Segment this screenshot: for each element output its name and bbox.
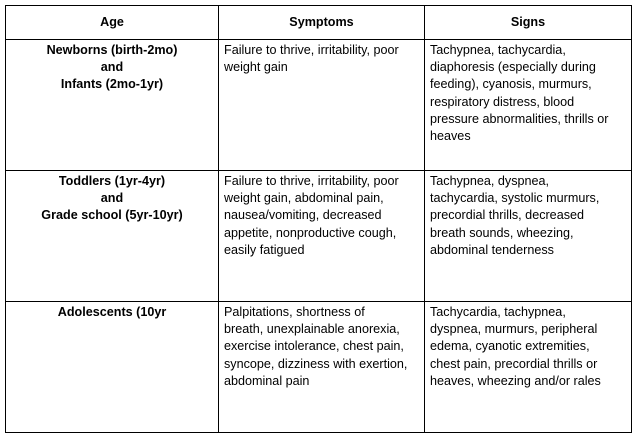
signs-line: precordial thrills, decreased	[430, 208, 584, 223]
header-signs: Signs	[425, 6, 632, 40]
symptoms-line: syncope, dizziness with exertion,	[224, 356, 408, 371]
age-line: Newborns (birth-2mo)	[46, 43, 178, 57]
signs-line: diaphoresis (especially during	[430, 60, 596, 75]
signs-line: Tachypnea, tachycardia,	[430, 43, 566, 57]
symptoms-line: abdominal pain	[224, 373, 310, 388]
symptoms-line: appetite, nonproductive cough,	[224, 225, 397, 240]
symptoms-signs-table	[5, 5, 632, 433]
symptoms-cell	[219, 302, 425, 433]
age-line: and	[100, 191, 124, 206]
symptoms-line: exercise intolerance, chest pain,	[224, 339, 404, 354]
age-line: Grade school (5yr-10yr)	[41, 208, 183, 223]
signs-cell	[425, 302, 632, 433]
age-line: Infants (2mo-1yr)	[60, 77, 164, 92]
signs-line: edema, cyanotic extremities,	[430, 339, 590, 354]
table-row	[6, 171, 632, 302]
age-cell	[6, 171, 219, 302]
symptoms-cell	[219, 40, 425, 171]
signs-line: breath sounds, wheezing,	[430, 225, 574, 240]
signs-line: respiratory distress, blood	[430, 94, 575, 109]
age-line: Adolescents (10yr	[57, 305, 167, 319]
table-row	[6, 302, 632, 433]
symptoms-line: Failure to thrive, irritability, poor	[224, 174, 399, 188]
age-cell	[6, 302, 219, 433]
symptoms-line: Failure to thrive, irritability, poor	[224, 43, 399, 57]
signs-line: heaves	[430, 129, 471, 144]
signs-line: heaves, wheezing and/or rales	[430, 373, 601, 388]
signs-line: abdominal tenderness	[430, 242, 554, 257]
symptoms-line: weight gain	[224, 60, 288, 75]
signs-cell	[425, 171, 632, 302]
age-line: Toddlers (1yr-4yr)	[58, 174, 166, 188]
age-cell	[6, 40, 219, 171]
age-line: and	[100, 60, 124, 75]
symptoms-line: easily fatigued	[224, 242, 305, 257]
symptoms-line: nausea/vomiting, decreased	[224, 208, 382, 223]
table-header-row	[6, 6, 632, 40]
header-age: Age	[6, 6, 219, 40]
signs-line: Tachycardia, tachypnea,	[430, 305, 566, 319]
signs-line: pressure abnormalities, thrills or	[430, 111, 609, 126]
signs-line: feeding), cyanosis, murmurs,	[430, 77, 592, 92]
table-row	[6, 40, 632, 171]
signs-line: tachycardia, systolic murmurs,	[430, 191, 600, 206]
symptoms-line: Palpitations, shortness of	[224, 305, 365, 319]
symptoms-line: weight gain, abdominal pain,	[224, 191, 384, 206]
signs-line: chest pain, precordial thrills or	[430, 356, 598, 371]
header-symptoms: Symptoms	[219, 6, 425, 40]
signs-cell	[425, 40, 632, 171]
signs-line: Tachypnea, dyspnea,	[430, 174, 550, 188]
symptoms-line: breath, unexplainable anorexia,	[224, 322, 400, 337]
signs-line: dyspnea, murmurs, peripheral	[430, 322, 598, 337]
symptoms-cell	[219, 171, 425, 302]
